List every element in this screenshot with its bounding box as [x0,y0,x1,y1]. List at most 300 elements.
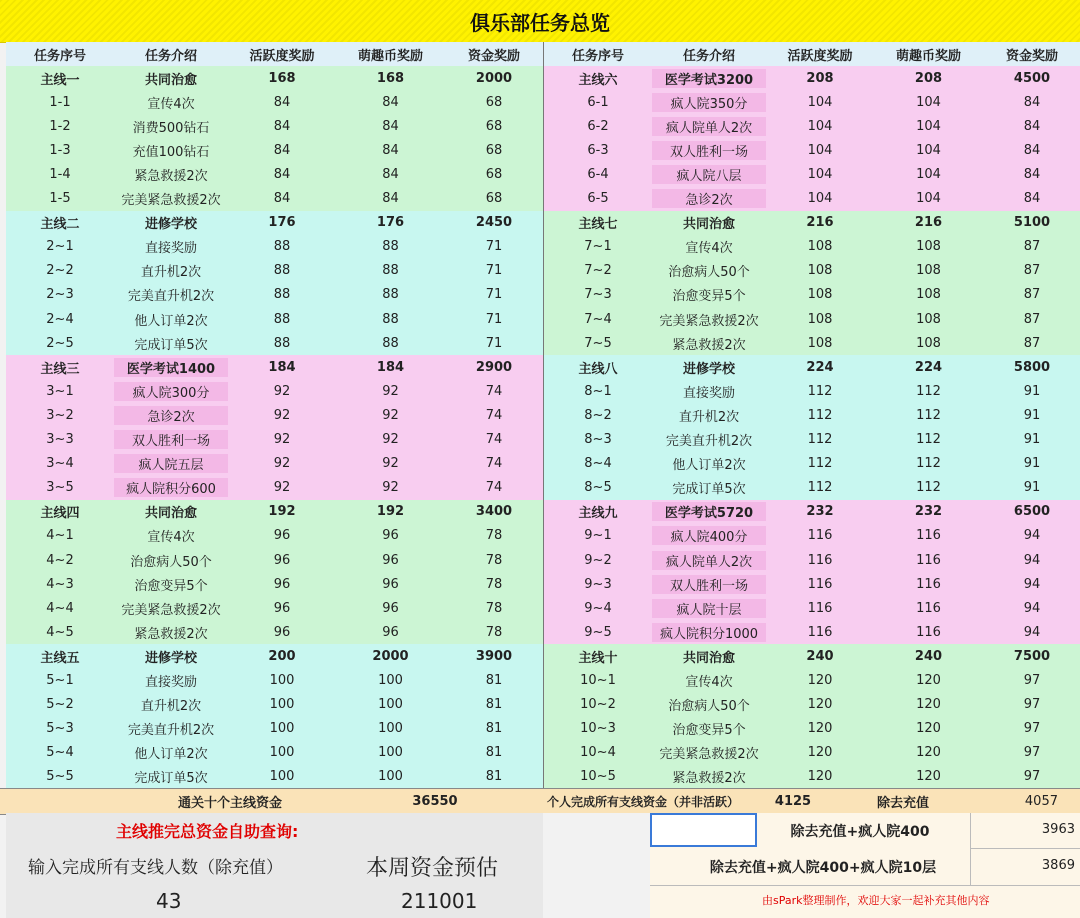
sub-task-row[interactable] [6,283,543,307]
cell: 96 [382,528,399,544]
cell: 主线九 [578,506,618,522]
cell: 78 [485,552,503,568]
header-row [6,42,543,66]
cell: 92 [382,432,399,448]
cell: 完美直升机2次 [127,723,215,739]
sub-task-row[interactable] [6,548,543,572]
sub-task-row[interactable] [544,596,1080,620]
sub-task-row[interactable] [6,331,543,355]
cell: 6-1 [587,94,609,110]
cell: 74 [485,480,503,496]
cell: 主线二 [40,217,80,233]
option-no-recharge-value: 4057 [1024,794,1058,809]
cell: 医学考试1400 [114,358,228,377]
cell: 112 [807,432,833,448]
cell: 78 [485,528,503,544]
cell: 92 [273,407,291,423]
cell: 9~5 [584,624,612,640]
cell: 92 [273,456,291,472]
cell: 84 [1023,142,1041,158]
cell: 10~1 [580,672,616,688]
cell: 完美紧急救援2次 [121,193,221,209]
cell: 6-4 [587,167,609,183]
sub-task-row[interactable] [544,572,1080,596]
cell: 100 [378,721,403,737]
cell: 96 [273,600,291,616]
cell: 2~4 [46,311,74,327]
cell: 92 [382,480,399,496]
sub-task-row[interactable] [6,765,543,789]
sub-task-row[interactable] [6,524,543,548]
header-cell: 任务介绍 [682,48,735,64]
cell: 74 [485,456,503,472]
sub-task-row[interactable] [544,765,1080,789]
query-left-panel [6,813,543,918]
cell: 100 [269,672,295,688]
sub-task-row[interactable] [544,403,1080,427]
sub-task-row[interactable] [6,162,543,186]
cell: 92 [382,407,399,423]
cell: 主线七 [578,217,618,233]
sub-task-row[interactable] [544,741,1080,765]
cell: 81 [485,672,503,688]
cell: 84 [1023,167,1041,183]
main-total-value: 36550 [412,794,458,809]
cell: 10~5 [580,769,616,785]
option-no-recharge-label: 除去充值 [876,796,929,811]
sub-task-row[interactable] [6,668,543,692]
cell: 9~1 [584,528,612,544]
sub-task-row[interactable] [6,114,543,138]
query-right-panel [650,813,1080,918]
cell: 108 [916,263,941,279]
cell: 88 [273,287,291,303]
cell: 108 [807,335,833,351]
main-task-row[interactable] [6,211,543,235]
cell: 81 [485,697,503,713]
selected-cell[interactable] [650,813,757,847]
cell: 104 [916,191,941,207]
cell: 紧急救援2次 [672,337,746,353]
cell: 71 [485,335,503,351]
sub-task-row[interactable] [6,693,543,717]
cell: 完美紧急救援2次 [659,747,759,763]
cell: 4~3 [46,576,74,592]
sub-task-row[interactable] [544,428,1080,452]
cell: 10~2 [580,697,616,713]
cell: 84 [382,167,399,183]
cell: 112 [916,383,941,399]
cell: 7~2 [584,263,612,279]
cell: 3400 [475,504,513,520]
cell: 他人订单2次 [134,313,208,329]
right-task-table [543,42,1080,789]
cell: 8~3 [584,432,612,448]
header-cell: 活跃度奖励 [787,48,853,64]
query-panel [0,813,1080,918]
cell: 120 [807,721,833,737]
sub-task-row[interactable] [6,379,543,403]
cell: 疯人院单人2次 [652,551,766,570]
cell: 108 [916,239,941,255]
cell: 74 [485,432,503,448]
cell: 108 [807,263,833,279]
main-task-row[interactable] [544,644,1080,668]
cell: 共同治愈 [682,217,735,233]
cell: 完美直升机2次 [127,289,215,305]
sub-task-row[interactable] [6,572,543,596]
sheet-title: 俱乐部任务总览 [470,10,610,35]
main-task-row[interactable] [544,500,1080,524]
cell: 100 [378,672,403,688]
cell: 1-3 [49,142,71,158]
cell: 91 [1023,480,1041,496]
cell: 2900 [475,359,513,375]
cell: 96 [273,576,291,592]
sub-task-row[interactable] [6,187,543,211]
cell: 10~3 [580,721,616,737]
cell: 进修学校 [144,217,197,233]
cell: 8~5 [584,480,612,496]
cell: 168 [376,70,405,86]
cell: 104 [916,167,941,183]
cell: 112 [916,480,941,496]
cell: 84 [273,94,291,110]
cell: 直接奖励 [682,385,735,401]
cell: 112 [807,407,833,423]
cell: 完美直升机2次 [665,434,753,450]
cell: 5800 [1013,359,1051,375]
cell: 97 [1023,721,1041,737]
cell: 2000 [475,70,513,86]
sub-task-row[interactable] [6,476,543,500]
cell-divider [970,813,971,885]
cell: 84 [382,94,399,110]
cell: 10~4 [580,745,616,761]
cell: 88 [382,335,399,351]
cell: 进修学校 [682,361,735,377]
sub-task-row[interactable] [6,452,543,476]
cell: 120 [916,697,941,713]
cell: 94 [1023,624,1041,640]
cell: 84 [1023,94,1041,110]
sub-task-row[interactable] [6,403,543,427]
sub-task-row[interactable] [6,138,543,162]
sub-task-row[interactable] [6,596,543,620]
main-task-row[interactable] [544,66,1080,90]
cell: 主线四 [40,506,80,522]
main-task-row[interactable] [6,644,543,668]
cell: 81 [485,721,503,737]
cell: 100 [378,697,403,713]
cell: 68 [485,191,503,207]
sub-task-row[interactable] [544,138,1080,162]
cell: 1-5 [49,191,71,207]
cell: 120 [916,672,941,688]
cell: 97 [1023,672,1041,688]
empty-cells [543,813,650,918]
cell: 116 [807,624,833,640]
cell: 92 [382,383,399,399]
cell: 100 [269,769,295,785]
sub-task-row[interactable] [544,90,1080,114]
cell: 医学考试5720 [652,502,766,521]
cell: 充值100钻石 [132,144,210,160]
cell: 88 [273,335,291,351]
option-no-recharge-400-10-label: 除去充值+疯人院400+疯人院10层 [709,860,937,876]
cell: 5~2 [46,697,74,713]
cell: 104 [807,167,833,183]
cell: 116 [916,528,941,544]
cell: 宣传4次 [147,530,195,546]
cell: 88 [273,263,291,279]
cell: 116 [916,624,941,640]
cell: 176 [268,215,296,231]
cell: 紧急救援2次 [134,626,208,642]
cell: 108 [916,335,941,351]
cell: 7~1 [584,239,612,255]
sub-task-row[interactable] [544,331,1080,355]
credit-note: 由sPark整理制作，欢迎大家一起补充其他内容 [762,894,990,907]
cell: 184 [268,359,296,375]
cell: 81 [485,745,503,761]
left-task-table [6,42,543,789]
cell: 84 [273,191,291,207]
cell: 治愈变异5个 [134,578,208,594]
sub-task-row[interactable] [6,620,543,644]
sub-task-row[interactable] [6,717,543,741]
cell: 治愈变异5个 [672,723,746,739]
cell: 224 [914,359,943,375]
main-task-row[interactable] [6,355,543,379]
cell: 治愈变异5个 [672,289,746,305]
sub-task-row[interactable] [544,620,1080,644]
cell: 71 [485,287,503,303]
cell: 92 [273,383,291,399]
sub-task-row[interactable] [6,235,543,259]
cell: 104 [916,94,941,110]
sub-task-row[interactable] [544,668,1080,692]
cell: 88 [382,287,399,303]
cell: 96 [382,600,399,616]
cell: 176 [376,215,405,231]
cell: 92 [382,456,399,472]
header-cell: 资金奖励 [467,48,520,64]
cell: 直升机2次 [140,265,202,281]
cell-divider [970,848,1080,849]
cell: 共同治愈 [144,72,197,88]
cell: 疯人院十层 [652,599,766,618]
cell: 88 [382,263,399,279]
cell: 3~3 [46,432,74,448]
cell: 他人订单2次 [672,458,746,474]
cell: 5~1 [46,672,74,688]
cell: 116 [807,600,833,616]
cell: 104 [807,94,833,110]
sub-task-row[interactable] [6,259,543,283]
cell: 112 [807,383,833,399]
cell: 疯人院八层 [652,165,766,184]
cell: 疯人院五层 [114,454,228,473]
cell: 104 [807,191,833,207]
cell: 治愈病人50个 [668,699,750,715]
cell: 7~4 [584,311,612,327]
cell: 88 [273,311,291,327]
cell: 8~4 [584,456,612,472]
sub-task-row[interactable] [544,452,1080,476]
cell: 紧急救援2次 [672,771,746,787]
cell: 疯人院积分1000 [652,623,766,642]
sub-task-row[interactable] [544,162,1080,186]
cell: 主线六 [578,72,618,88]
cell: 87 [1023,239,1041,255]
cell-divider [650,885,1080,886]
cell: 100 [378,769,403,785]
sub-task-row[interactable] [6,428,543,452]
cell: 78 [485,576,503,592]
cell: 104 [916,142,941,158]
sub-task-row[interactable] [544,717,1080,741]
main-task-row[interactable] [6,500,543,524]
cell: 208 [914,70,943,86]
header-cell: 萌趣币奖励 [895,48,961,64]
cell: 主线三 [40,361,80,377]
cell: 7~3 [584,287,612,303]
sub-task-row[interactable] [6,90,543,114]
cell: 88 [382,239,399,255]
header-cell: 萌趣币奖励 [357,48,423,64]
cell: 急诊2次 [652,189,766,208]
cell: 97 [1023,769,1041,785]
cell: 主线八 [578,361,618,377]
sub-task-row[interactable] [544,283,1080,307]
sub-task-row[interactable] [544,114,1080,138]
cell: 88 [273,239,291,255]
cell: 192 [268,504,296,520]
cell: 96 [273,528,291,544]
main-task-row[interactable] [544,211,1080,235]
cell: 6500 [1013,504,1051,520]
header-cell: 任务序号 [33,48,86,64]
input-count-value[interactable]: 43 [156,889,182,913]
cell: 240 [806,648,834,664]
option-no-recharge-400-10-value: 3869 [1041,858,1075,873]
cell: 完成订单5次 [134,337,208,353]
option-no-recharge-400-label: 除去充值+疯人院400 [790,824,930,840]
cell: 168 [268,70,296,86]
sheet-title-bar [0,0,1080,43]
sub-task-row[interactable] [544,235,1080,259]
cell: 84 [1023,191,1041,207]
cell: 71 [485,263,503,279]
cell: 宣传4次 [147,96,195,112]
cell: 3~2 [46,407,74,423]
cell: 108 [807,287,833,303]
cell: 108 [916,287,941,303]
header-row [544,42,1080,66]
cell: 68 [485,142,503,158]
cell: 7500 [1013,648,1051,664]
cell: 232 [914,504,943,520]
cell: 94 [1023,576,1041,592]
sub-task-row[interactable] [544,693,1080,717]
cell: 5~3 [46,721,74,737]
cell: 8~2 [584,407,612,423]
cell: 104 [916,118,941,134]
cell: 97 [1023,745,1041,761]
cell: 消费500钻石 [132,120,210,136]
cell: 进修学校 [144,650,197,666]
main-task-row[interactable] [544,355,1080,379]
sub-task-row[interactable] [544,307,1080,331]
cell: 疯人院积分600 [114,478,228,497]
cell: 232 [806,504,834,520]
sub-task-row[interactable] [6,741,543,765]
cell: 5~4 [46,745,74,761]
sub-task-row[interactable] [544,187,1080,211]
sub-task-row[interactable] [544,548,1080,572]
cell: 2~2 [46,263,74,279]
cell: 9~2 [584,552,612,568]
cell: 100 [269,697,295,713]
cell: 96 [382,624,399,640]
cell: 120 [807,769,833,785]
cell: 208 [806,70,834,86]
cell: 4~4 [46,600,74,616]
cell: 5~5 [46,769,74,785]
option-no-recharge-400-value: 3963 [1041,822,1075,837]
cell: 216 [806,215,834,231]
cell: 78 [485,624,503,640]
cell: 112 [807,480,833,496]
cell: 4~2 [46,552,74,568]
sub-task-row[interactable] [6,307,543,331]
sub-task-row[interactable] [544,379,1080,403]
cell: 共同治愈 [682,650,735,666]
cell: 84 [382,118,399,134]
cell: 116 [916,600,941,616]
cell: 直接奖励 [144,241,197,257]
cell: 240 [914,648,943,664]
cell: 91 [1023,456,1041,472]
cell: 5100 [1013,215,1051,231]
cell: 2000 [372,648,409,664]
cell: 9~3 [584,576,612,592]
sub-task-row[interactable] [544,259,1080,283]
cell: 200 [268,648,296,664]
cell: 116 [807,576,833,592]
main-task-row[interactable] [6,66,543,90]
cell: 112 [916,407,941,423]
cell: 92 [273,480,291,496]
cell: 完成订单5次 [134,771,208,787]
sub-task-row[interactable] [544,524,1080,548]
cell: 主线一 [40,72,80,88]
cell: 1-4 [49,167,71,183]
side-total-label: 个人完成所有支线资金（并非活跃） [546,795,739,809]
cell: 84 [273,118,291,134]
cell: 94 [1023,528,1041,544]
estimate-value: 211001 [401,889,478,913]
cell: 100 [269,721,295,737]
cell: 2~1 [46,239,74,255]
cell: 6-5 [587,191,609,207]
sub-task-row[interactable] [544,476,1080,500]
header-cell: 任务序号 [571,48,624,64]
cell: 96 [273,552,291,568]
cell: 直升机2次 [140,699,202,715]
cell: 宣传4次 [685,241,733,257]
